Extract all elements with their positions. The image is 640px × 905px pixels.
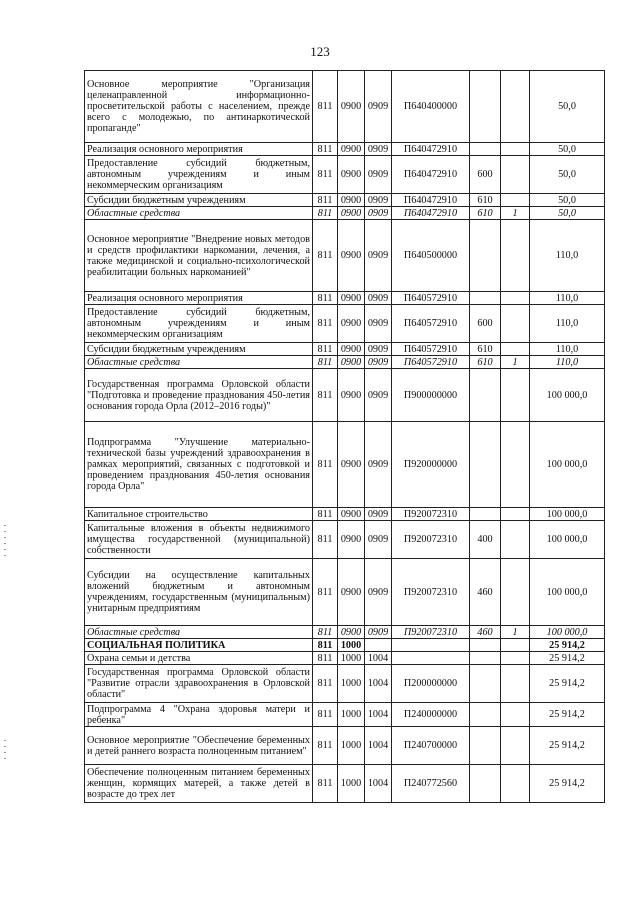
row-source-code [501,508,530,521]
row-target-item-code: П240000000 [392,703,470,727]
table-row [85,626,605,639]
row-subsection-code: 0909 [365,356,392,369]
row-name: СОЦИАЛЬНАЯ ПОЛИТИКА [85,639,313,652]
table-row [85,521,605,559]
row-source-code [501,727,530,765]
row-section-code: 0900 [338,220,365,292]
row-source-code [501,521,530,559]
row-source-code [501,369,530,422]
row-expense-type-code [470,765,501,803]
row-name: Субсидии на осуществление капитальных вложений бюджетным и автономным учреждениям, государственным (муниципальным) унитарным предприятиям [85,559,313,626]
row-section-code: 0900 [338,194,365,207]
row-subsection-code: 0909 [365,626,392,639]
row-subsection-code: 0909 [365,305,392,343]
row-name: Предоставление субсидий бюджетным, автономным учреждениям и иным некоммерческим организациям [85,156,313,194]
row-subsection-code: 0909 [365,220,392,292]
row-source-code: 1 [501,356,530,369]
row-target-item-code: П240700000 [392,727,470,765]
table-row [85,422,605,508]
row-target-item-code: П920072310 [392,521,470,559]
row-source-code [501,71,530,143]
row-subsection-code: 0909 [365,343,392,356]
row-target-item-code: П900000000 [392,369,470,422]
row-subsection-code: 1004 [365,765,392,803]
table-row [85,727,605,765]
row-name: Подпрограмма 4 "Охрана здоровья матери и ребенка" [85,703,313,727]
row-admin-code: 811 [313,207,338,220]
row-target-item-code: П640572910 [392,292,470,305]
table-row [85,369,605,422]
row-target-item-code: П920072310 [392,626,470,639]
row-amount: 50,0 [530,194,605,207]
row-source-code [501,665,530,703]
row-admin-code: 811 [313,665,338,703]
row-section-code: 1000 [338,639,365,652]
row-source-code [501,703,530,727]
table-row [85,207,605,220]
table-row [85,220,605,292]
row-amount: 110,0 [530,343,605,356]
row-expense-type-code: 600 [470,305,501,343]
scan-margin-marks-lower [4,740,10,764]
row-amount: 50,0 [530,71,605,143]
row-expense-type-code [470,422,501,508]
row-target-item-code: П920072310 [392,559,470,626]
row-subsection-code: 1004 [365,652,392,665]
row-name: Областные средства [85,626,313,639]
row-amount: 100 000,0 [530,508,605,521]
table-row [85,703,605,727]
row-subsection-code: 0909 [365,143,392,156]
row-subsection-code: 0909 [365,71,392,143]
row-subsection-code: 0909 [365,292,392,305]
row-section-code: 0900 [338,422,365,508]
table-row [85,343,605,356]
row-target-item-code: П640472910 [392,156,470,194]
row-expense-type-code [470,220,501,292]
row-target-item-code: П200000000 [392,665,470,703]
row-target-item-code [392,639,470,652]
row-expense-type-code [470,143,501,156]
row-expense-type-code: 610 [470,356,501,369]
row-section-code: 0900 [338,207,365,220]
row-expense-type-code [470,71,501,143]
row-expense-type-code [470,639,501,652]
row-expense-type-code [470,369,501,422]
table-row [85,652,605,665]
row-admin-code: 811 [313,305,338,343]
row-section-code: 0900 [338,71,365,143]
row-target-item-code: П640400000 [392,71,470,143]
row-name: Капитальное строительство [85,508,313,521]
row-section-code: 0900 [338,356,365,369]
row-admin-code: 811 [313,143,338,156]
row-expense-type-code: 460 [470,559,501,626]
row-amount: 110,0 [530,305,605,343]
row-expense-type-code: 610 [470,343,501,356]
row-expense-type-code [470,703,501,727]
row-expense-type-code [470,652,501,665]
table-row [85,559,605,626]
row-source-code: 1 [501,207,530,220]
row-section-code: 1000 [338,765,365,803]
row-subsection-code: 0909 [365,194,392,207]
row-subsection-code: 0909 [365,559,392,626]
scan-margin-marks [4,525,10,561]
row-target-item-code: П640472910 [392,194,470,207]
row-name: Реализация основного мероприятия [85,143,313,156]
row-amount: 50,0 [530,207,605,220]
row-admin-code: 811 [313,356,338,369]
row-section-code: 0900 [338,521,365,559]
row-admin-code: 811 [313,343,338,356]
row-amount: 25 914,2 [530,652,605,665]
row-admin-code: 811 [313,156,338,194]
row-name: Реализация основного мероприятия [85,292,313,305]
row-section-code: 1000 [338,652,365,665]
row-source-code [501,652,530,665]
row-amount: 100 000,0 [530,369,605,422]
row-amount: 50,0 [530,156,605,194]
row-name: Субсидии бюджетным учреждениям [85,343,313,356]
table-row [85,639,605,652]
row-name: Охрана семьи и детства [85,652,313,665]
row-expense-type-code [470,292,501,305]
table-row [85,292,605,305]
row-source-code [501,305,530,343]
row-expense-type-code: 400 [470,521,501,559]
row-source-code: 1 [501,626,530,639]
row-source-code [501,559,530,626]
row-target-item-code: П640572910 [392,343,470,356]
row-target-item-code: П640472910 [392,207,470,220]
page-number: 123 [310,44,330,59]
row-admin-code: 811 [313,194,338,207]
row-subsection-code: 0909 [365,156,392,194]
row-target-item-code [392,652,470,665]
row-expense-type-code [470,508,501,521]
row-admin-code: 811 [313,71,338,143]
row-subsection-code [365,639,392,652]
row-expense-type-code [470,665,501,703]
row-amount: 25 914,2 [530,665,605,703]
row-amount: 100 000,0 [530,559,605,626]
row-target-item-code: П640472910 [392,143,470,156]
row-source-code [501,143,530,156]
row-amount: 110,0 [530,292,605,305]
row-source-code [501,765,530,803]
row-admin-code: 811 [313,626,338,639]
row-amount: 100 000,0 [530,626,605,639]
row-section-code: 0900 [338,369,365,422]
table-row [85,156,605,194]
table-row [85,305,605,343]
row-name: Государственная программа Орловской области "Развитие отрасли здравоохранения в Орловской области" [85,665,313,703]
row-admin-code: 811 [313,521,338,559]
row-subsection-code: 0909 [365,369,392,422]
row-target-item-code: П920072310 [392,508,470,521]
row-name: Капитальные вложения в объекты недвижимого имущества государственной (муниципальной) собственности [85,521,313,559]
row-section-code: 0900 [338,559,365,626]
row-name: Областные средства [85,356,313,369]
row-admin-code: 811 [313,639,338,652]
row-section-code: 0900 [338,508,365,521]
row-amount: 100 000,0 [530,422,605,508]
row-section-code: 1000 [338,703,365,727]
row-amount: 100 000,0 [530,521,605,559]
row-target-item-code: П240772560 [392,765,470,803]
row-name: Областные средства [85,207,313,220]
row-source-code [501,343,530,356]
row-source-code [501,194,530,207]
row-admin-code: 811 [313,559,338,626]
row-subsection-code: 0909 [365,508,392,521]
row-admin-code: 811 [313,765,338,803]
row-name: Государственная программа Орловской области "Подготовка и проведение празднования 450-летия основания города Орла (2012–2016 годы)" [85,369,313,422]
row-source-code [501,156,530,194]
row-name: Обеспечение полноценным питанием беременных женщин, кормящих матерей, а также детей в возрасте до трех лет [85,765,313,803]
row-name: Субсидии бюджетным учреждениям [85,194,313,207]
row-amount: 25 914,2 [530,639,605,652]
row-subsection-code: 0909 [365,422,392,508]
row-target-item-code: П640500000 [392,220,470,292]
row-subsection-code: 1004 [365,703,392,727]
row-section-code: 0900 [338,143,365,156]
row-expense-type-code [470,727,501,765]
row-subsection-code: 0909 [365,521,392,559]
row-name: Основное мероприятие "Внедрение новых методов и средств профилактики наркомании, лечения, а также медицинской и социально-психологической реабилитации больных наркоманией" [85,220,313,292]
row-amount: 25 914,2 [530,727,605,765]
row-name: Основное мероприятие "Обеспечение беременных и детей раннего возраста полноценным питанием" [85,727,313,765]
row-admin-code: 811 [313,422,338,508]
row-target-item-code: П640572910 [392,356,470,369]
row-admin-code: 811 [313,508,338,521]
row-admin-code: 811 [313,652,338,665]
table-row [85,765,605,803]
row-section-code: 0900 [338,343,365,356]
row-section-code: 1000 [338,727,365,765]
row-section-code: 1000 [338,665,365,703]
row-section-code: 0900 [338,626,365,639]
row-expense-type-code: 600 [470,156,501,194]
row-section-code: 0900 [338,292,365,305]
table-row [85,71,605,143]
row-amount: 25 914,2 [530,703,605,727]
row-subsection-code: 1004 [365,727,392,765]
row-subsection-code: 0909 [365,207,392,220]
row-admin-code: 811 [313,727,338,765]
row-expense-type-code: 610 [470,207,501,220]
row-source-code [501,639,530,652]
row-name: Подпрограмма "Улучшение материально-технической базы учреждений здравоохранения в рамках мероприятий, связанных с подготовкой и проведением празднования 450-летия основания города Орла" [85,422,313,508]
row-subsection-code: 1004 [365,665,392,703]
row-expense-type-code: 610 [470,194,501,207]
table-row [85,194,605,207]
row-amount: 110,0 [530,220,605,292]
row-amount: 50,0 [530,143,605,156]
row-name: Основное мероприятие "Организация целенаправленной информационно-просветительской работы с населением, прежде всего с молодежью, по антинаркотической пропаганде" [85,71,313,143]
row-target-item-code: П920000000 [392,422,470,508]
row-amount: 25 914,2 [530,765,605,803]
budget-table [84,70,605,803]
row-section-code: 0900 [338,305,365,343]
table-row [85,665,605,703]
row-admin-code: 811 [313,703,338,727]
row-amount: 110,0 [530,356,605,369]
row-admin-code: 811 [313,292,338,305]
row-source-code [501,292,530,305]
row-expense-type-code: 460 [470,626,501,639]
row-section-code: 0900 [338,156,365,194]
row-name: Предоставление субсидий бюджетным, автономным учреждениям и иным некоммерческим организациям [85,305,313,343]
row-target-item-code: П640572910 [392,305,470,343]
row-source-code [501,220,530,292]
table-row [85,508,605,521]
table-row [85,143,605,156]
row-admin-code: 811 [313,220,338,292]
table-row [85,356,605,369]
row-admin-code: 811 [313,369,338,422]
row-source-code [501,422,530,508]
